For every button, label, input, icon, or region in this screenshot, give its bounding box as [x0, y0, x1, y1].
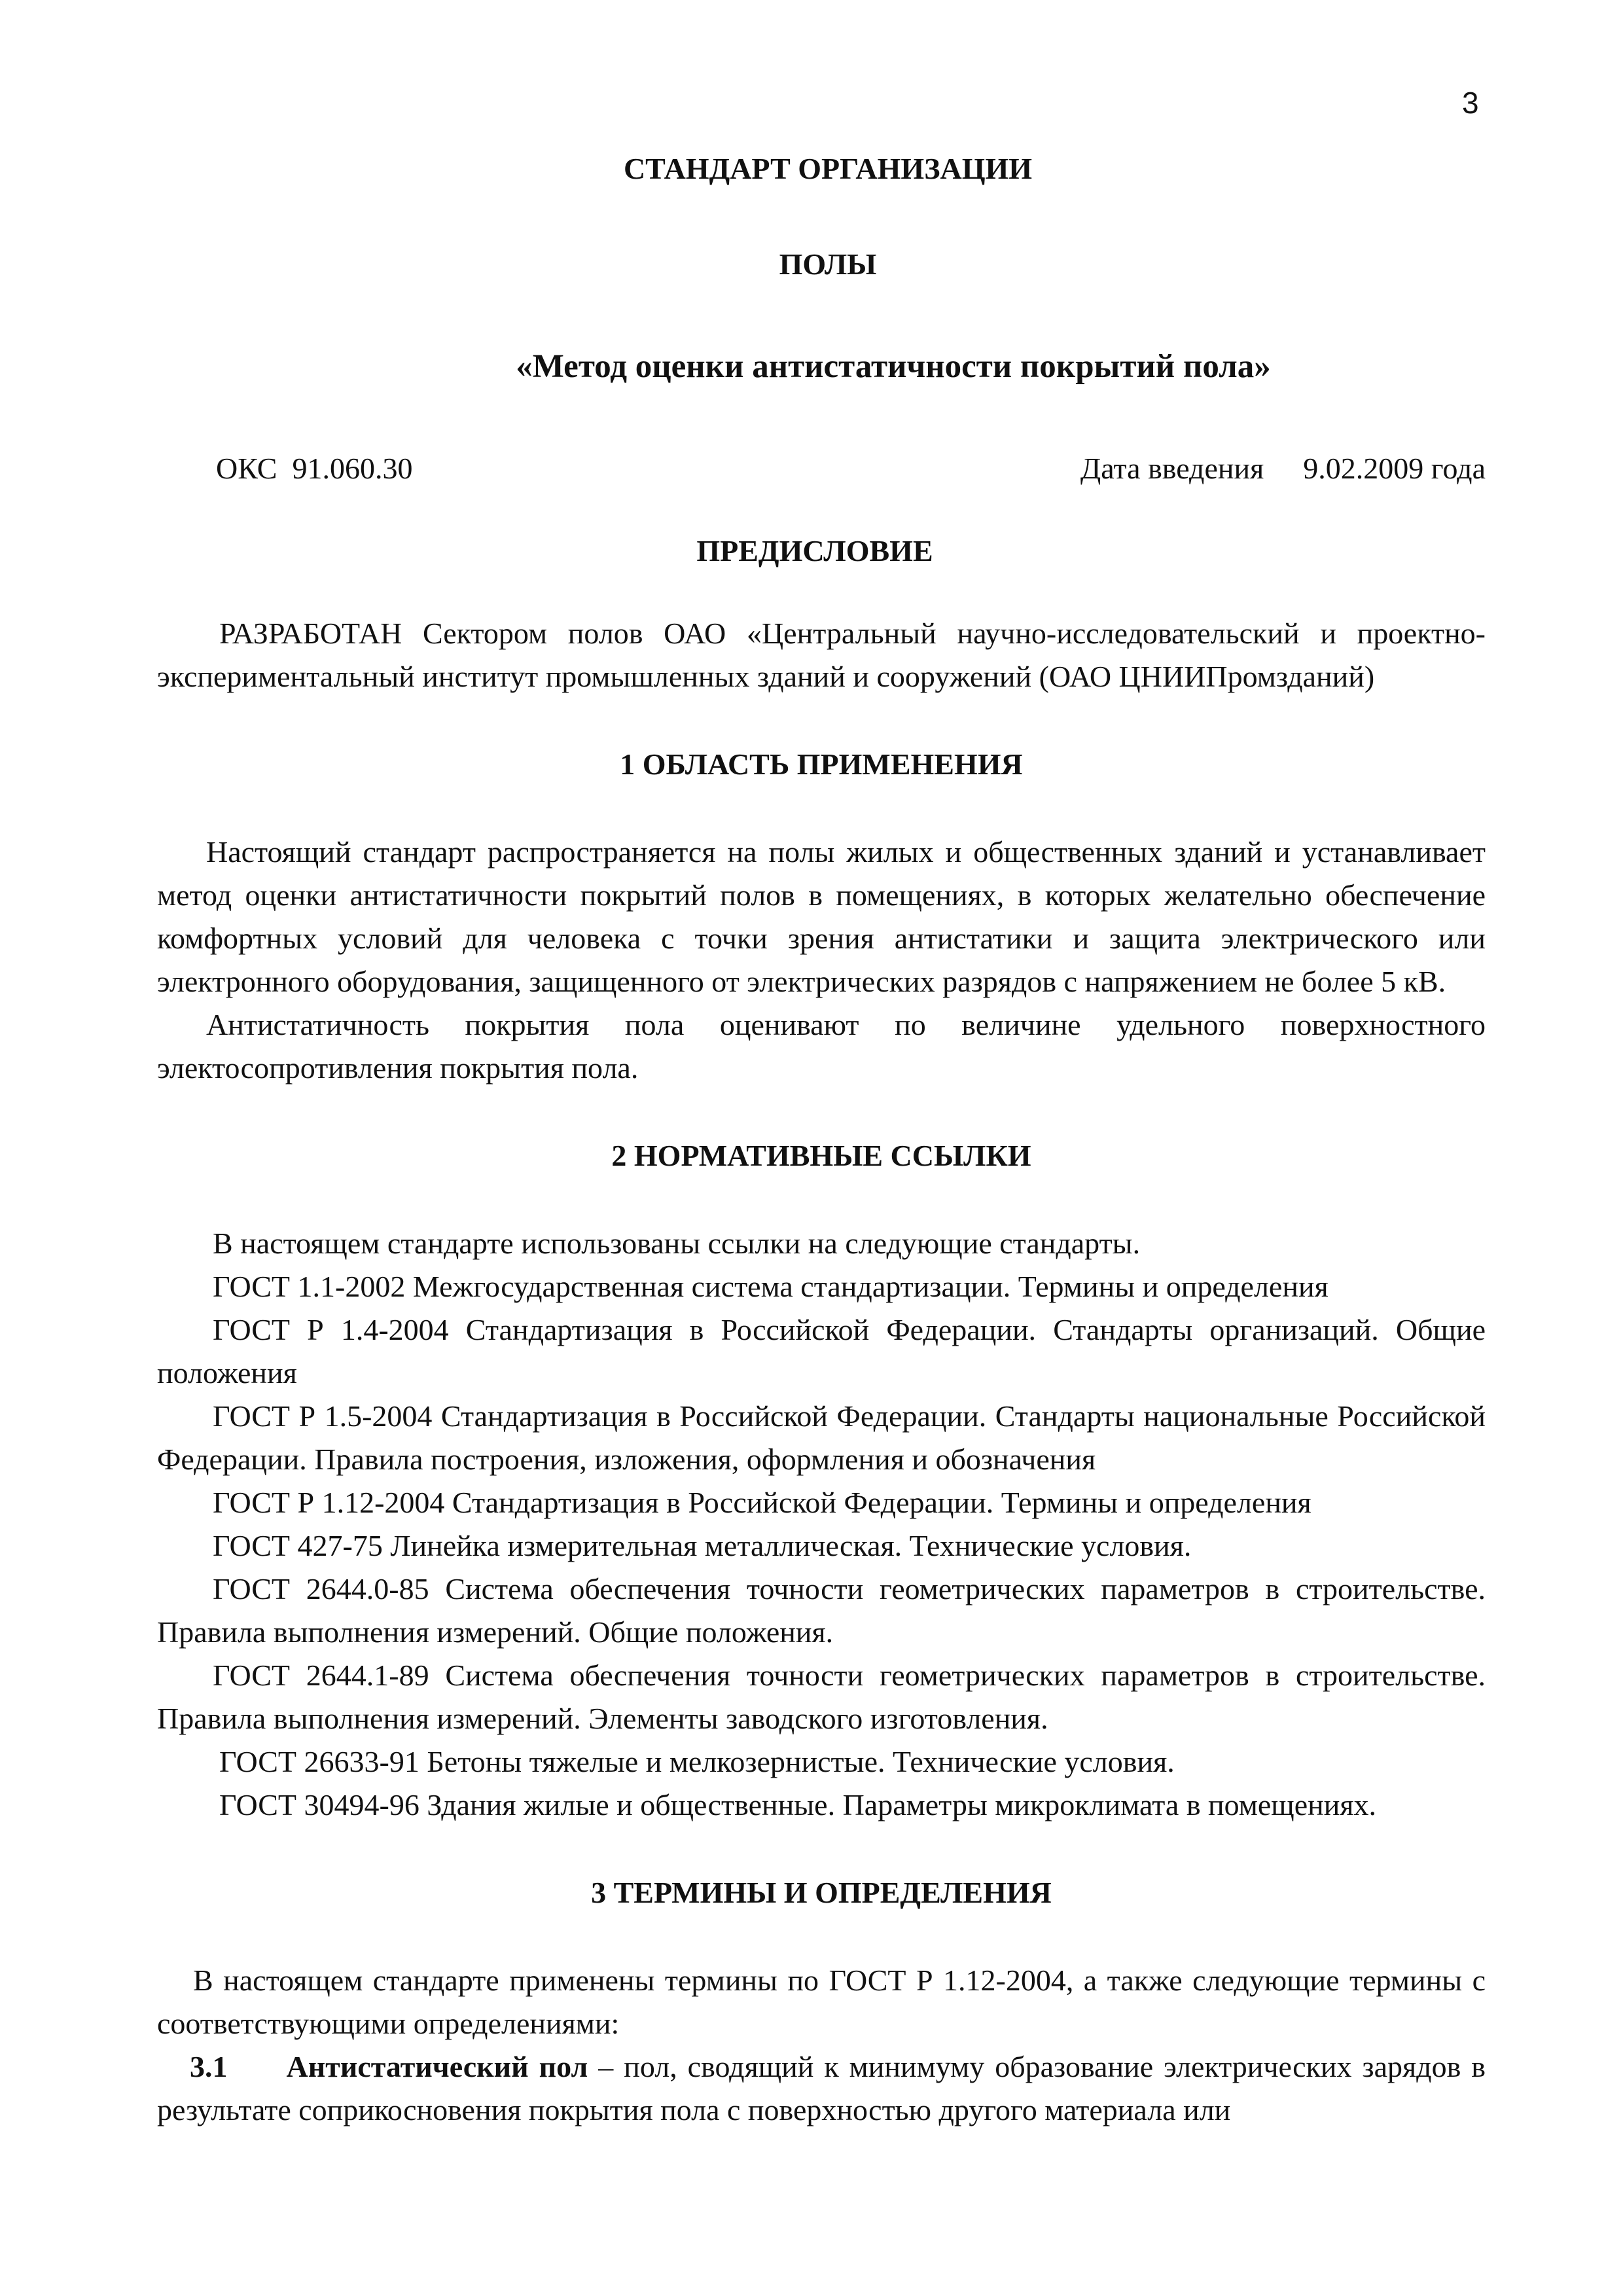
- section-3-intro: В настоящем стандарте применены термины по ГОСТ Р 1.12-2004, а также следующие термины с соответствующими определениями:: [157, 1964, 1486, 2040]
- subject-heading: ПОЛЫ: [779, 247, 877, 281]
- section-3-heading: 3 ТЕРМИНЫ И ОПРЕДЕЛЕНИЯ: [591, 1876, 1052, 1909]
- term-definition-text: – пол, сводящий к минимуму образование электрических зарядов в результате соприкосновения покрытия пола с поверхностью другого материала или: [157, 2050, 1486, 2126]
- term-name: Антистатический пол: [286, 2050, 588, 2083]
- reference-item: ГОСТ 2644.1-89 Система обеспечения точности геометрических параметров в строительстве. Правила выполнения измерений. Элементы заводского изготовления.: [157, 1659, 1486, 1735]
- reference-item: ГОСТ 2644.0-85 Система обеспечения точности геометрических параметров в строительстве. Правила выполнения измерений. Общие положения.: [157, 1572, 1486, 1649]
- term-number: 3.1: [190, 2050, 228, 2083]
- reference-item: ГОСТ 30494-96 Здания жилые и общественные. Параметры микроклимата в помещениях.: [219, 1788, 1377, 1821]
- oks-date-row: [157, 447, 1486, 490]
- org-standard-heading: СТАНДАРТ ОРГАНИЗАЦИИ: [623, 152, 1033, 185]
- section-2-intro: В настоящем стандарте использованы ссылки на следующие стандарты.: [213, 1227, 1141, 1260]
- reference-item: ГОСТ 427-75 Линейка измерительная металлическая. Технические условия.: [213, 1529, 1192, 1562]
- reference-item: ГОСТ Р 1.5-2004 Стандартизация в Российской Федерации. Стандарты национальные Российской Федерации. Правила построения, изложения, оформления и обозначения: [157, 1399, 1486, 1476]
- reference-item: ГОСТ 26633-91 Бетоны тяжелые и мелкозернистые. Технические условия.: [219, 1745, 1175, 1778]
- date-label: Дата введения: [1080, 452, 1264, 485]
- date-value: 9.02.2009 года: [1303, 452, 1486, 485]
- document-title: «Метод оценки антистатичности покрытий пола»: [516, 348, 1271, 385]
- foreword-heading: ПРЕДИСЛОВИЕ: [696, 534, 933, 567]
- section-1-heading: 1 ОБЛАСТЬ ПРИМЕНЕНИЯ: [620, 747, 1023, 781]
- introduction-date: [1080, 447, 1486, 490]
- document-body: [157, 147, 1486, 2132]
- section-1-paragraph: Антистатичность покрытия пола оценивают по величине удельного поверхностного электосопротивления покрытия пола.: [157, 1008, 1486, 1085]
- section-2-heading: 2 НОРМАТИВНЫЕ ССЫЛКИ: [611, 1139, 1031, 1172]
- reference-item: ГОСТ Р 1.12-2004 Стандартизация в Российской Федерации. Термины и определения: [213, 1486, 1311, 1519]
- reference-item: ГОСТ 1.1-2002 Межгосударственная система стандартизации. Термины и определения: [213, 1270, 1329, 1303]
- oks-code: ОКС 91.060.30: [216, 452, 413, 485]
- page-number: 3: [1462, 86, 1479, 120]
- reference-item: ГОСТ Р 1.4-2004 Стандартизация в Российской Федерации. Стандарты организаций. Общие положения: [157, 1313, 1486, 1390]
- section-1-paragraph: Настоящий стандарт распространяется на полы жилых и общественных зданий и устанавливает метод оценки антистатичности покрытий полов в помещениях, в которых желательно обеспечение комфортных условий для человека с точки зрения антистатики и защита электрического или электронного оборудования, защищенного от электрических разрядов с напряжением не более 5 кВ.: [157, 835, 1486, 998]
- foreword-text: РАЗРАБОТАН Сектором полов ОАО «Центральный научно-исследовательский и проектно-экспериментальный институт промышленных зданий и сооружений (ОАО ЦНИИПромзданий): [157, 617, 1486, 693]
- term-definition-3-1: [157, 2045, 1486, 2132]
